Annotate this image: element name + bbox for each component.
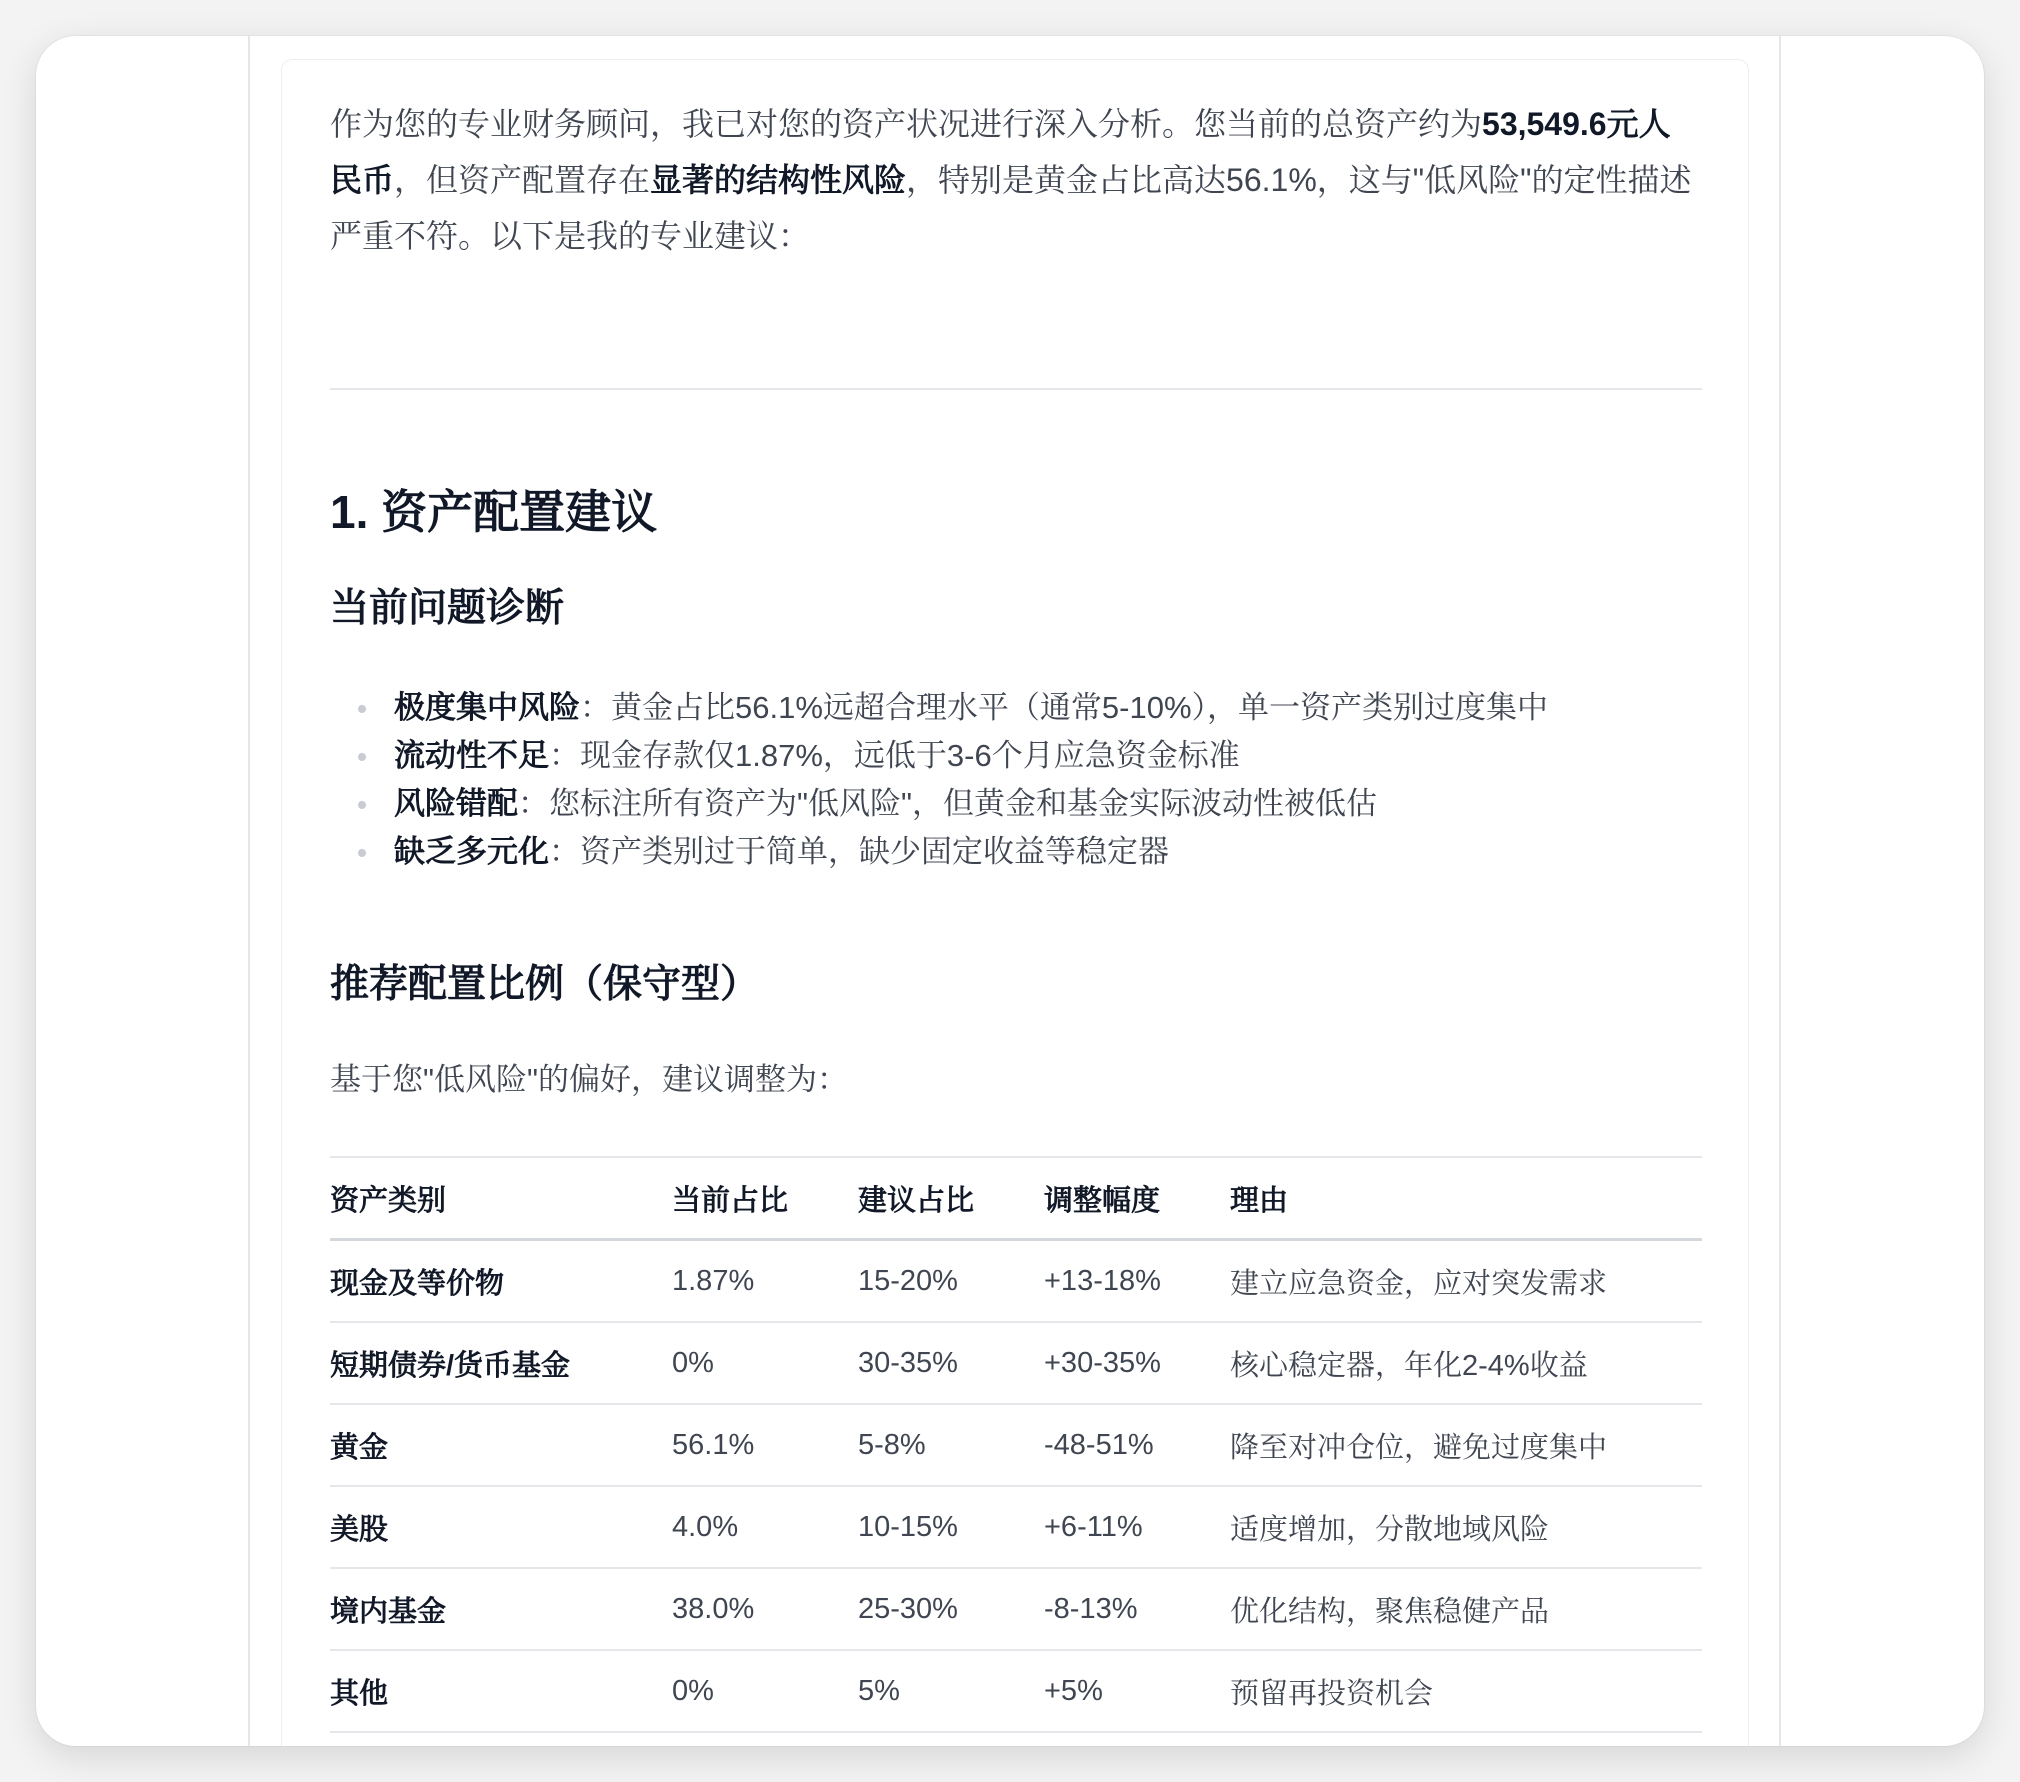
cell-current: 56.1% bbox=[672, 1404, 858, 1486]
cell-suggested: 30-35% bbox=[858, 1322, 1044, 1404]
cell-current: 0% bbox=[672, 1650, 858, 1732]
cell-current: 0% bbox=[672, 1322, 858, 1404]
allocation-table bbox=[330, 1156, 1702, 1733]
diagnosis-heading: 当前问题诊断 bbox=[330, 587, 565, 630]
recommend-heading: 推荐配置比例（保守型） bbox=[330, 963, 760, 1006]
diagnosis-text: ：黄金占比56.1%远超合理水平（通常5-10%），单一资产类别过度集中 bbox=[580, 690, 1549, 725]
cell-current: 38.0% bbox=[672, 1568, 858, 1650]
diagnosis-text: ：您标注所有资产为"低风险"，但黄金和基金实际波动性被低估 bbox=[518, 786, 1378, 821]
table-header-row bbox=[330, 1157, 1702, 1240]
cell-category: 现金及等价物 bbox=[330, 1240, 672, 1323]
cell-reason: 优化结构，聚焦稳健产品 bbox=[1230, 1568, 1702, 1650]
diagnosis-label: 缺乏多元化 bbox=[394, 834, 549, 869]
bullet-icon bbox=[358, 753, 366, 761]
intro-paragraph bbox=[330, 96, 1702, 264]
table-row bbox=[330, 1568, 1702, 1650]
recommend-lead: 基于您"低风险"的偏好，建议调整为： bbox=[330, 1062, 849, 1097]
cell-reason: 预留再投资机会 bbox=[1230, 1650, 1702, 1732]
cell-reason: 建立应急资金，应对突发需求 bbox=[1230, 1240, 1702, 1323]
table-row bbox=[330, 1486, 1702, 1568]
header-reason: 理由 bbox=[1230, 1157, 1702, 1240]
list-item bbox=[330, 732, 1702, 780]
cell-category: 短期债券/货币基金 bbox=[330, 1322, 672, 1404]
header-adjustment: 调整幅度 bbox=[1044, 1157, 1230, 1240]
table-row bbox=[330, 1240, 1702, 1323]
cell-adjustment: +6-11% bbox=[1044, 1486, 1230, 1568]
cell-suggested: 10-15% bbox=[858, 1486, 1044, 1568]
bullet-icon bbox=[358, 849, 366, 857]
cell-adjustment: +13-18% bbox=[1044, 1240, 1230, 1323]
cell-reason: 降至对冲仓位，避免过度集中 bbox=[1230, 1404, 1702, 1486]
cell-suggested: 5-8% bbox=[858, 1404, 1044, 1486]
left-panel-border bbox=[248, 36, 250, 1746]
header-suggested-ratio: 建议占比 bbox=[858, 1157, 1044, 1240]
bullet-icon bbox=[358, 801, 366, 809]
list-item bbox=[330, 684, 1702, 732]
cell-category: 其他 bbox=[330, 1650, 672, 1732]
cell-adjustment: -8-13% bbox=[1044, 1568, 1230, 1650]
diagnosis-label: 流动性不足 bbox=[394, 738, 549, 773]
app-window bbox=[36, 36, 1984, 1746]
table-row bbox=[330, 1404, 1702, 1486]
message-content bbox=[330, 96, 1702, 1733]
right-panel-border bbox=[1779, 36, 1781, 1746]
list-item bbox=[330, 828, 1702, 876]
cell-current: 4.0% bbox=[672, 1486, 858, 1568]
section-divider bbox=[330, 388, 1702, 390]
cell-reason: 适度增加，分散地域风险 bbox=[1230, 1486, 1702, 1568]
cell-category: 境内基金 bbox=[330, 1568, 672, 1650]
bullet-icon bbox=[358, 705, 366, 713]
diagnosis-text: ：资产类别过于简单，缺少固定收益等稳定器 bbox=[549, 834, 1169, 869]
cell-category: 美股 bbox=[330, 1486, 672, 1568]
cell-adjustment: -48-51% bbox=[1044, 1404, 1230, 1486]
total-assets-value: 53,549.6元人民币 bbox=[330, 106, 1671, 198]
cell-adjustment: +30-35% bbox=[1044, 1322, 1230, 1404]
cell-current: 1.87% bbox=[672, 1240, 858, 1323]
table-row bbox=[330, 1650, 1702, 1732]
cell-suggested: 25-30% bbox=[858, 1568, 1044, 1650]
intro-text-3: ，特别是黄金占比高达56.1%，这与"低风险"的定性描述严重不符。以下是我的专业建议： bbox=[330, 162, 1692, 254]
header-asset-category: 资产类别 bbox=[330, 1157, 672, 1240]
diagnosis-text: ：现金存款仅1.87%，远低于3-6个月应急资金标准 bbox=[549, 738, 1240, 773]
intro-text-2: ，但资产配置存在 bbox=[394, 162, 651, 198]
table-row bbox=[330, 1322, 1702, 1404]
diagnosis-list bbox=[330, 684, 1702, 876]
section-heading-allocation: 1. 资产配置建议 bbox=[330, 486, 658, 538]
cell-category: 黄金 bbox=[330, 1404, 672, 1486]
risk-highlight: 显著的结构性风险 bbox=[650, 162, 907, 198]
header-current-ratio: 当前占比 bbox=[672, 1157, 858, 1240]
list-item bbox=[330, 780, 1702, 828]
intro-text-1: 作为您的专业财务顾问，我已对您的资产状况进行深入分析。您当前的总资产约为 bbox=[330, 106, 1483, 142]
diagnosis-label: 极度集中风险 bbox=[394, 690, 580, 725]
diagnosis-label: 风险错配 bbox=[394, 786, 518, 821]
cell-reason: 核心稳定器，年化2-4%收益 bbox=[1230, 1322, 1702, 1404]
cell-suggested: 5% bbox=[858, 1650, 1044, 1732]
cell-suggested: 15-20% bbox=[858, 1240, 1044, 1323]
cell-adjustment: +5% bbox=[1044, 1650, 1230, 1732]
